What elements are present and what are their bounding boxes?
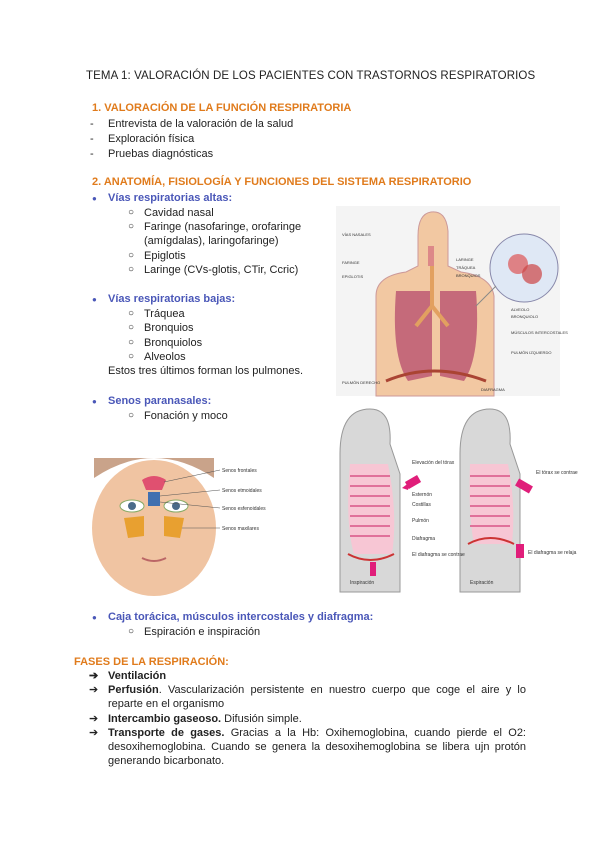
phase-item: [108, 669, 166, 683]
breath-label: Espiración: [470, 580, 494, 586]
thorax-label: ● Caja torácica, músculos intercostales y diafragma:: [108, 610, 373, 624]
torso-label: ALVEOLO: [511, 307, 530, 312]
phases-heading: FASES DE LA RESPIRACIÓN:: [74, 656, 229, 668]
torso-label: PULMÓN DERECHO: [342, 380, 381, 385]
list-item: ○ Alveolos: [144, 350, 186, 364]
breath-label: Diafragma: [412, 536, 436, 542]
list-item: ○ Bronquios: [144, 321, 194, 335]
page-title: TEMA 1: VALORACIÓN DE LOS PACIENTES CON TRASTORNOS RESPIRATORIOS: [86, 70, 536, 82]
list-item: (amígdalas), laringofaringe): [144, 235, 279, 247]
list-item: ○ Faringe (nasofaringe, orofaringe: [144, 220, 301, 234]
phase-title: Ventilación: [108, 670, 167, 682]
torso-label: BRONQUIOLO: [511, 314, 539, 319]
torso-label: FARINGE: [342, 260, 360, 265]
list-item: ○ Laringe (CVs-glotis, CTir, Ccric): [144, 263, 298, 277]
torso-label: VÍAS NASALES: [342, 232, 371, 237]
list-item: ○ Tráquea: [144, 307, 185, 321]
breath-label: El diafragma se contrae: [412, 552, 465, 558]
phase-title: Transporte de gases.: [108, 727, 225, 739]
list-item: ○ Espiración e inspiración: [144, 625, 260, 639]
torso-label: LARINGE: [456, 257, 474, 262]
upper-airways-label: ● Vías respiratorias altas:: [108, 191, 232, 205]
breathing-mechanics-figure: [330, 404, 578, 592]
sinus-label: ● Senos paranasales:: [108, 394, 211, 408]
face-label: Senos frontales: [222, 468, 257, 474]
breath-label: Inspiración: [350, 580, 375, 586]
phase-title: Perfusión: [108, 684, 159, 696]
breath-label: El tórax se contrae: [536, 470, 578, 476]
phase-text: Difusión simple.: [221, 713, 302, 725]
torso-label: BRONQUIOS: [456, 273, 481, 278]
list-item: ○ Epiglotis: [144, 249, 186, 263]
torso-label: EPIGLOTIS: [342, 274, 364, 279]
list-item: - Entrevista de la valoración de la salud: [108, 117, 293, 131]
torso-label: MÚSCULOS INTERCOSTALES: [511, 330, 568, 335]
list-item: - Pruebas diagnósticas: [108, 147, 213, 161]
lower-airways-label: ● Vías respiratorias bajas:: [108, 292, 235, 306]
face-label: Senos etmoidales: [222, 488, 262, 494]
list-item: ○ Fonación y moco: [144, 409, 228, 423]
respiratory-system-figure: [336, 206, 568, 396]
face-label: Senos esfenoidales: [222, 506, 266, 512]
torso-label: TRÁQUEA: [456, 265, 476, 270]
phase-text: . Vascularización persistente en nuestro cuerpo que coge el aire y lo reparte en el organismo: [108, 684, 526, 710]
phase-item: [108, 683, 526, 711]
face-label: Senos maxilares: [222, 526, 259, 532]
breath-label: Esternón: [412, 492, 433, 498]
torso-label: DIAFRAGMA: [481, 387, 505, 392]
list-item: - Exploración física: [108, 132, 194, 146]
breath-label: Elevación del tórax: [412, 460, 455, 466]
breath-label: El diafragma se relaja: [528, 550, 577, 556]
section2-heading: 2. ANATOMÍA, FISIOLOGÍA Y FUNCIONES DEL SISTEMA RESPIRATORIO: [92, 176, 472, 188]
breath-label: Costillas: [412, 502, 431, 508]
phase-title: Intercambio gaseoso.: [108, 713, 222, 725]
phase-item: [108, 712, 302, 726]
list-item: ○ Bronquiolos: [144, 336, 202, 350]
list-item: ○ Cavidad nasal: [144, 206, 214, 220]
paranasal-sinus-figure: [82, 458, 294, 590]
torso-label: PULMÓN IZQUIERDO: [511, 350, 552, 355]
breath-label: Pulmón: [412, 518, 429, 524]
section1-heading: 1. VALORACIÓN DE LA FUNCIÓN RESPIRATORIA: [92, 102, 352, 114]
lower-airways-note: Estos tres últimos forman los pulmones.: [108, 365, 304, 377]
phase-item: [108, 726, 526, 768]
phase-text: Gracias a la Hb: Oxihemoglobina, cuando pierde el O2: desoxihemoglobina. Cuando se genera la desoxihemoglobina se libera ujn protón generando bicarbonato.: [108, 727, 526, 767]
